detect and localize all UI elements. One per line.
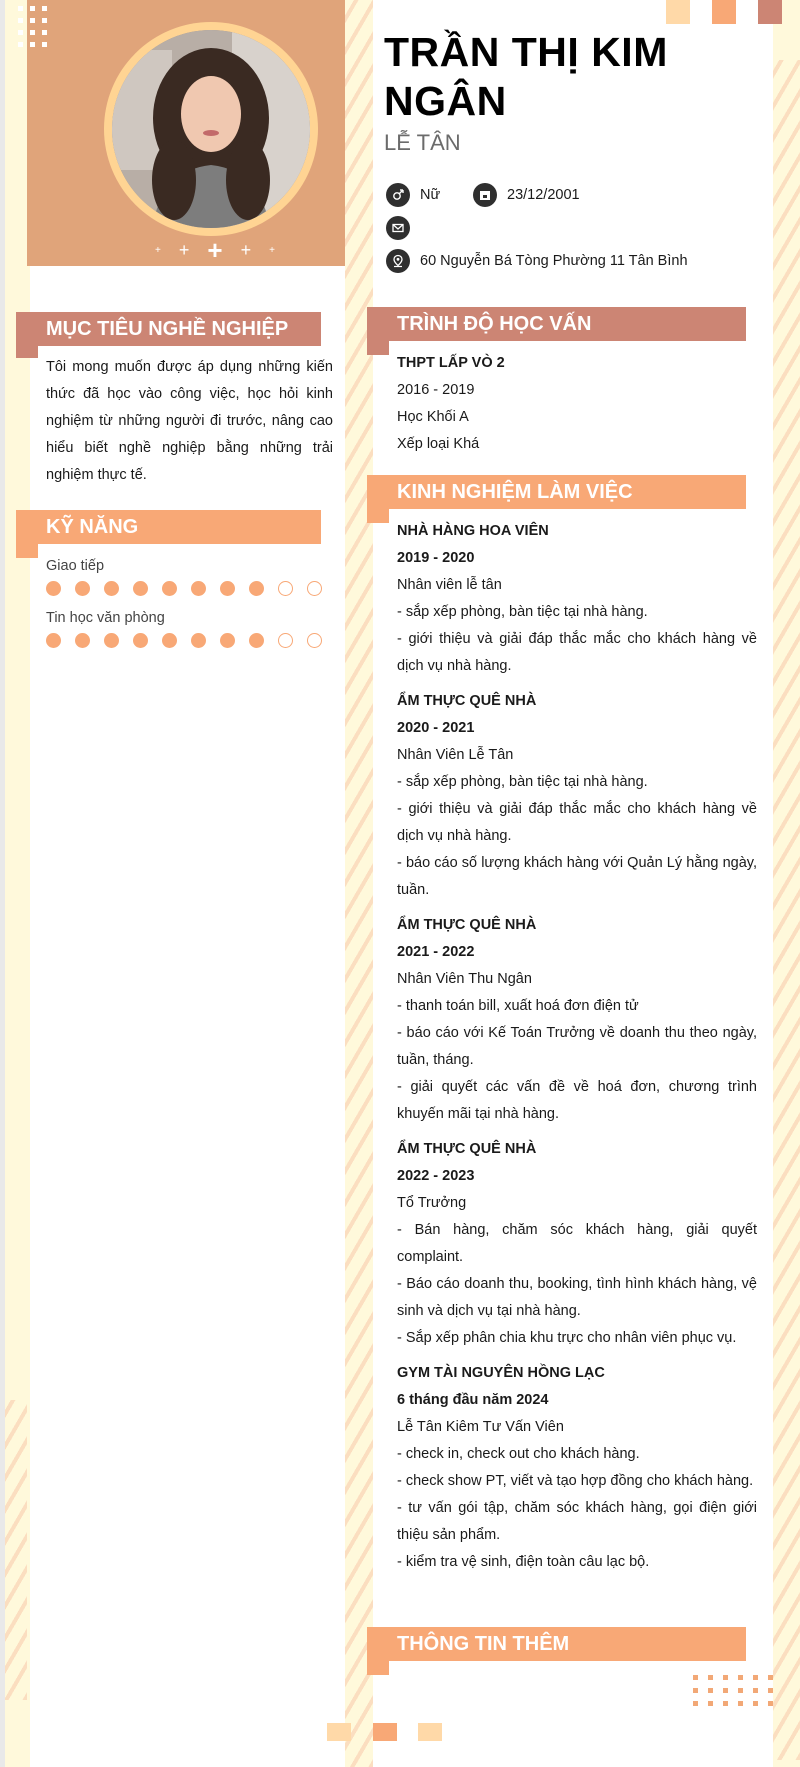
skill-rating <box>46 581 322 596</box>
experience-title: KINH NGHIỆM LÀM VIỆC <box>367 475 746 509</box>
education-title: TRÌNH ĐỘ HỌC VẤN <box>367 307 746 341</box>
skill-dot <box>75 633 90 648</box>
right-hatch-pattern <box>773 60 800 1760</box>
job-years: 2019 - 2020 <box>397 550 475 566</box>
job-position: Tổ Trưởng <box>397 1195 467 1211</box>
job-duty: - Báo cáo doanh thu, booking, tình hình khách hàng, vệ sinh và dịch vụ tại nhà hàng. <box>397 1276 757 1319</box>
objective-title: MỤC TIÊU NGHỀ NGHIỆP <box>16 312 321 346</box>
job-duty: - thanh toán bill, xuất hoá đơn điện tử <box>397 998 639 1014</box>
candidate-name: TRẦN THỊ KIM NGÂN <box>384 29 668 124</box>
skill-dot <box>162 633 177 648</box>
job-duty: - kiểm tra vệ sinh, điện toàn câu lạc bộ. <box>397 1554 650 1570</box>
skill-rating <box>46 633 322 648</box>
calendar-icon <box>473 183 497 207</box>
education-block <box>397 350 757 458</box>
job-company: GYM TÀI NGUYÊN HỒNG LẠC <box>397 1365 605 1381</box>
job-company: NHÀ HÀNG HOA VIÊN <box>397 523 549 539</box>
skill-dot <box>220 633 235 648</box>
job-company: ẨM THỰC QUÊ NHÀ <box>397 693 537 709</box>
job-position: Nhân Viên Lễ Tân <box>397 747 514 763</box>
job-years: 2022 - 2023 <box>397 1168 475 1184</box>
gender-icon <box>386 183 410 207</box>
school-name: THPT LẤP VÒ 2 <box>397 355 505 371</box>
contact-address <box>386 249 688 273</box>
skill-dot <box>307 581 322 596</box>
skill-dot <box>133 581 148 596</box>
education-years: 2016 - 2019 <box>397 382 475 398</box>
job-entry <box>397 1136 757 1352</box>
skill-dot <box>75 581 90 596</box>
job-entry <box>397 912 757 1128</box>
avatar-ring <box>104 22 318 236</box>
center-hatch-pattern <box>345 0 373 1767</box>
skill-dot <box>133 633 148 648</box>
job-duty: - sắp xếp phòng, bàn tiệc tại nhà hàng. <box>397 604 648 620</box>
skill-dot <box>104 633 119 648</box>
skill-dot <box>191 633 206 648</box>
avatar <box>112 30 310 228</box>
job-duty: - check in, check out cho khách hàng. <box>397 1446 640 1462</box>
objective-text: Tôi mong muốn được áp dụng những kiến thức đã học vào công việc, học hỏi kinh nghiệm từ những người đi trước, nâng cao hiểu biết nghề nghiệp bằng những trải nghiệm thực tế. <box>46 359 333 483</box>
deco-dot-grid <box>693 1675 773 1706</box>
deco-square <box>373 1723 397 1741</box>
skill-dot <box>162 581 177 596</box>
page-edge <box>0 0 5 1767</box>
deco-square <box>418 1723 442 1741</box>
skill-dot <box>46 633 61 648</box>
job-duty: - sắp xếp phòng, bàn tiệc tại nhà hàng. <box>397 774 648 790</box>
contact-birthdate <box>473 183 580 207</box>
address-value: 60 Nguyễn Bá Tòng Phường 11 Tân Bình <box>420 253 688 269</box>
job-position: Nhân viên lễ tân <box>397 577 502 593</box>
job-entry <box>397 688 757 904</box>
deco-square <box>666 0 690 24</box>
birthdate-value: 23/12/2001 <box>507 187 580 203</box>
job-years: 2020 - 2021 <box>397 720 475 736</box>
contact-email[interactable] <box>386 216 420 240</box>
photo-header-block <box>27 0 345 266</box>
deco-square <box>758 0 782 24</box>
deco-square <box>712 0 736 24</box>
job-duty: - giới thiệu và giải đáp thắc mắc cho khách hàng về dịch vụ nhà hàng. <box>397 801 757 844</box>
job-position: Lễ Tân Kiêm Tư Vấn Viên <box>397 1419 564 1435</box>
candidate-role: LỄ TÂN <box>384 130 461 155</box>
education-line: Xếp loại Khá <box>397 436 480 452</box>
job-entry <box>397 518 757 680</box>
deco-dot-grid <box>18 6 47 47</box>
skill-dot <box>191 581 206 596</box>
skill-label: Tin học văn phòng <box>46 610 165 626</box>
skill-dot <box>307 633 322 648</box>
skills-title: KỸ NĂNG <box>16 510 321 544</box>
skill-dot <box>104 581 119 596</box>
job-duty: - Bán hàng, chăm sóc khách hàng, giải quyết complaint. <box>397 1222 757 1265</box>
location-icon <box>386 249 410 273</box>
skill-dot <box>278 581 293 596</box>
skill-label: Giao tiếp <box>46 558 105 574</box>
skill-dot <box>249 633 264 648</box>
job-entry <box>397 1360 757 1576</box>
job-years: 2021 - 2022 <box>397 944 475 960</box>
job-duty: - giải quyết các vấn đề về hoá đơn, chương trình khuyến mãi tại nhà hàng. <box>397 1079 757 1122</box>
job-duty: - báo cáo số lượng khách hàng với Quản Lý hằng ngày, tuần. <box>397 855 757 898</box>
job-duty: - Sắp xếp phân chia khu trực cho nhân viên phục vụ. <box>397 1330 737 1346</box>
contact-gender <box>386 183 440 207</box>
job-duty: - tư vấn gói tập, chăm sóc khách hàng, gọi điện giới thiệu sản phẩm. <box>397 1500 757 1543</box>
job-company: ẨM THỰC QUÊ NHÀ <box>397 1141 537 1157</box>
job-duty: - check show PT, viết và tạo hợp đồng cho khách hàng. <box>397 1473 754 1489</box>
job-years: 6 tháng đầu năm 2024 <box>397 1392 549 1408</box>
deco-plus-row: + + + + + <box>155 234 275 265</box>
gender-value: Nữ <box>420 187 441 203</box>
experience-list <box>397 518 757 1584</box>
mail-icon <box>386 216 410 240</box>
education-line: Học Khối A <box>397 409 469 425</box>
job-position: Nhân Viên Thu Ngân <box>397 971 532 987</box>
skill-dot <box>278 633 293 648</box>
extra-info-title: THÔNG TIN THÊM <box>367 1627 746 1661</box>
job-company: ẨM THỰC QUÊ NHÀ <box>397 917 537 933</box>
deco-square <box>327 1723 351 1741</box>
skill-dot <box>249 581 264 596</box>
job-duty: - giới thiệu và giải đáp thắc mắc cho khách hàng về dịch vụ nhà hàng. <box>397 631 757 674</box>
skill-dot <box>46 581 61 596</box>
skill-dot <box>220 581 235 596</box>
job-duty: - báo cáo với Kế Toán Trưởng về doanh thu theo ngày, tuần, tháng. <box>397 1025 757 1068</box>
